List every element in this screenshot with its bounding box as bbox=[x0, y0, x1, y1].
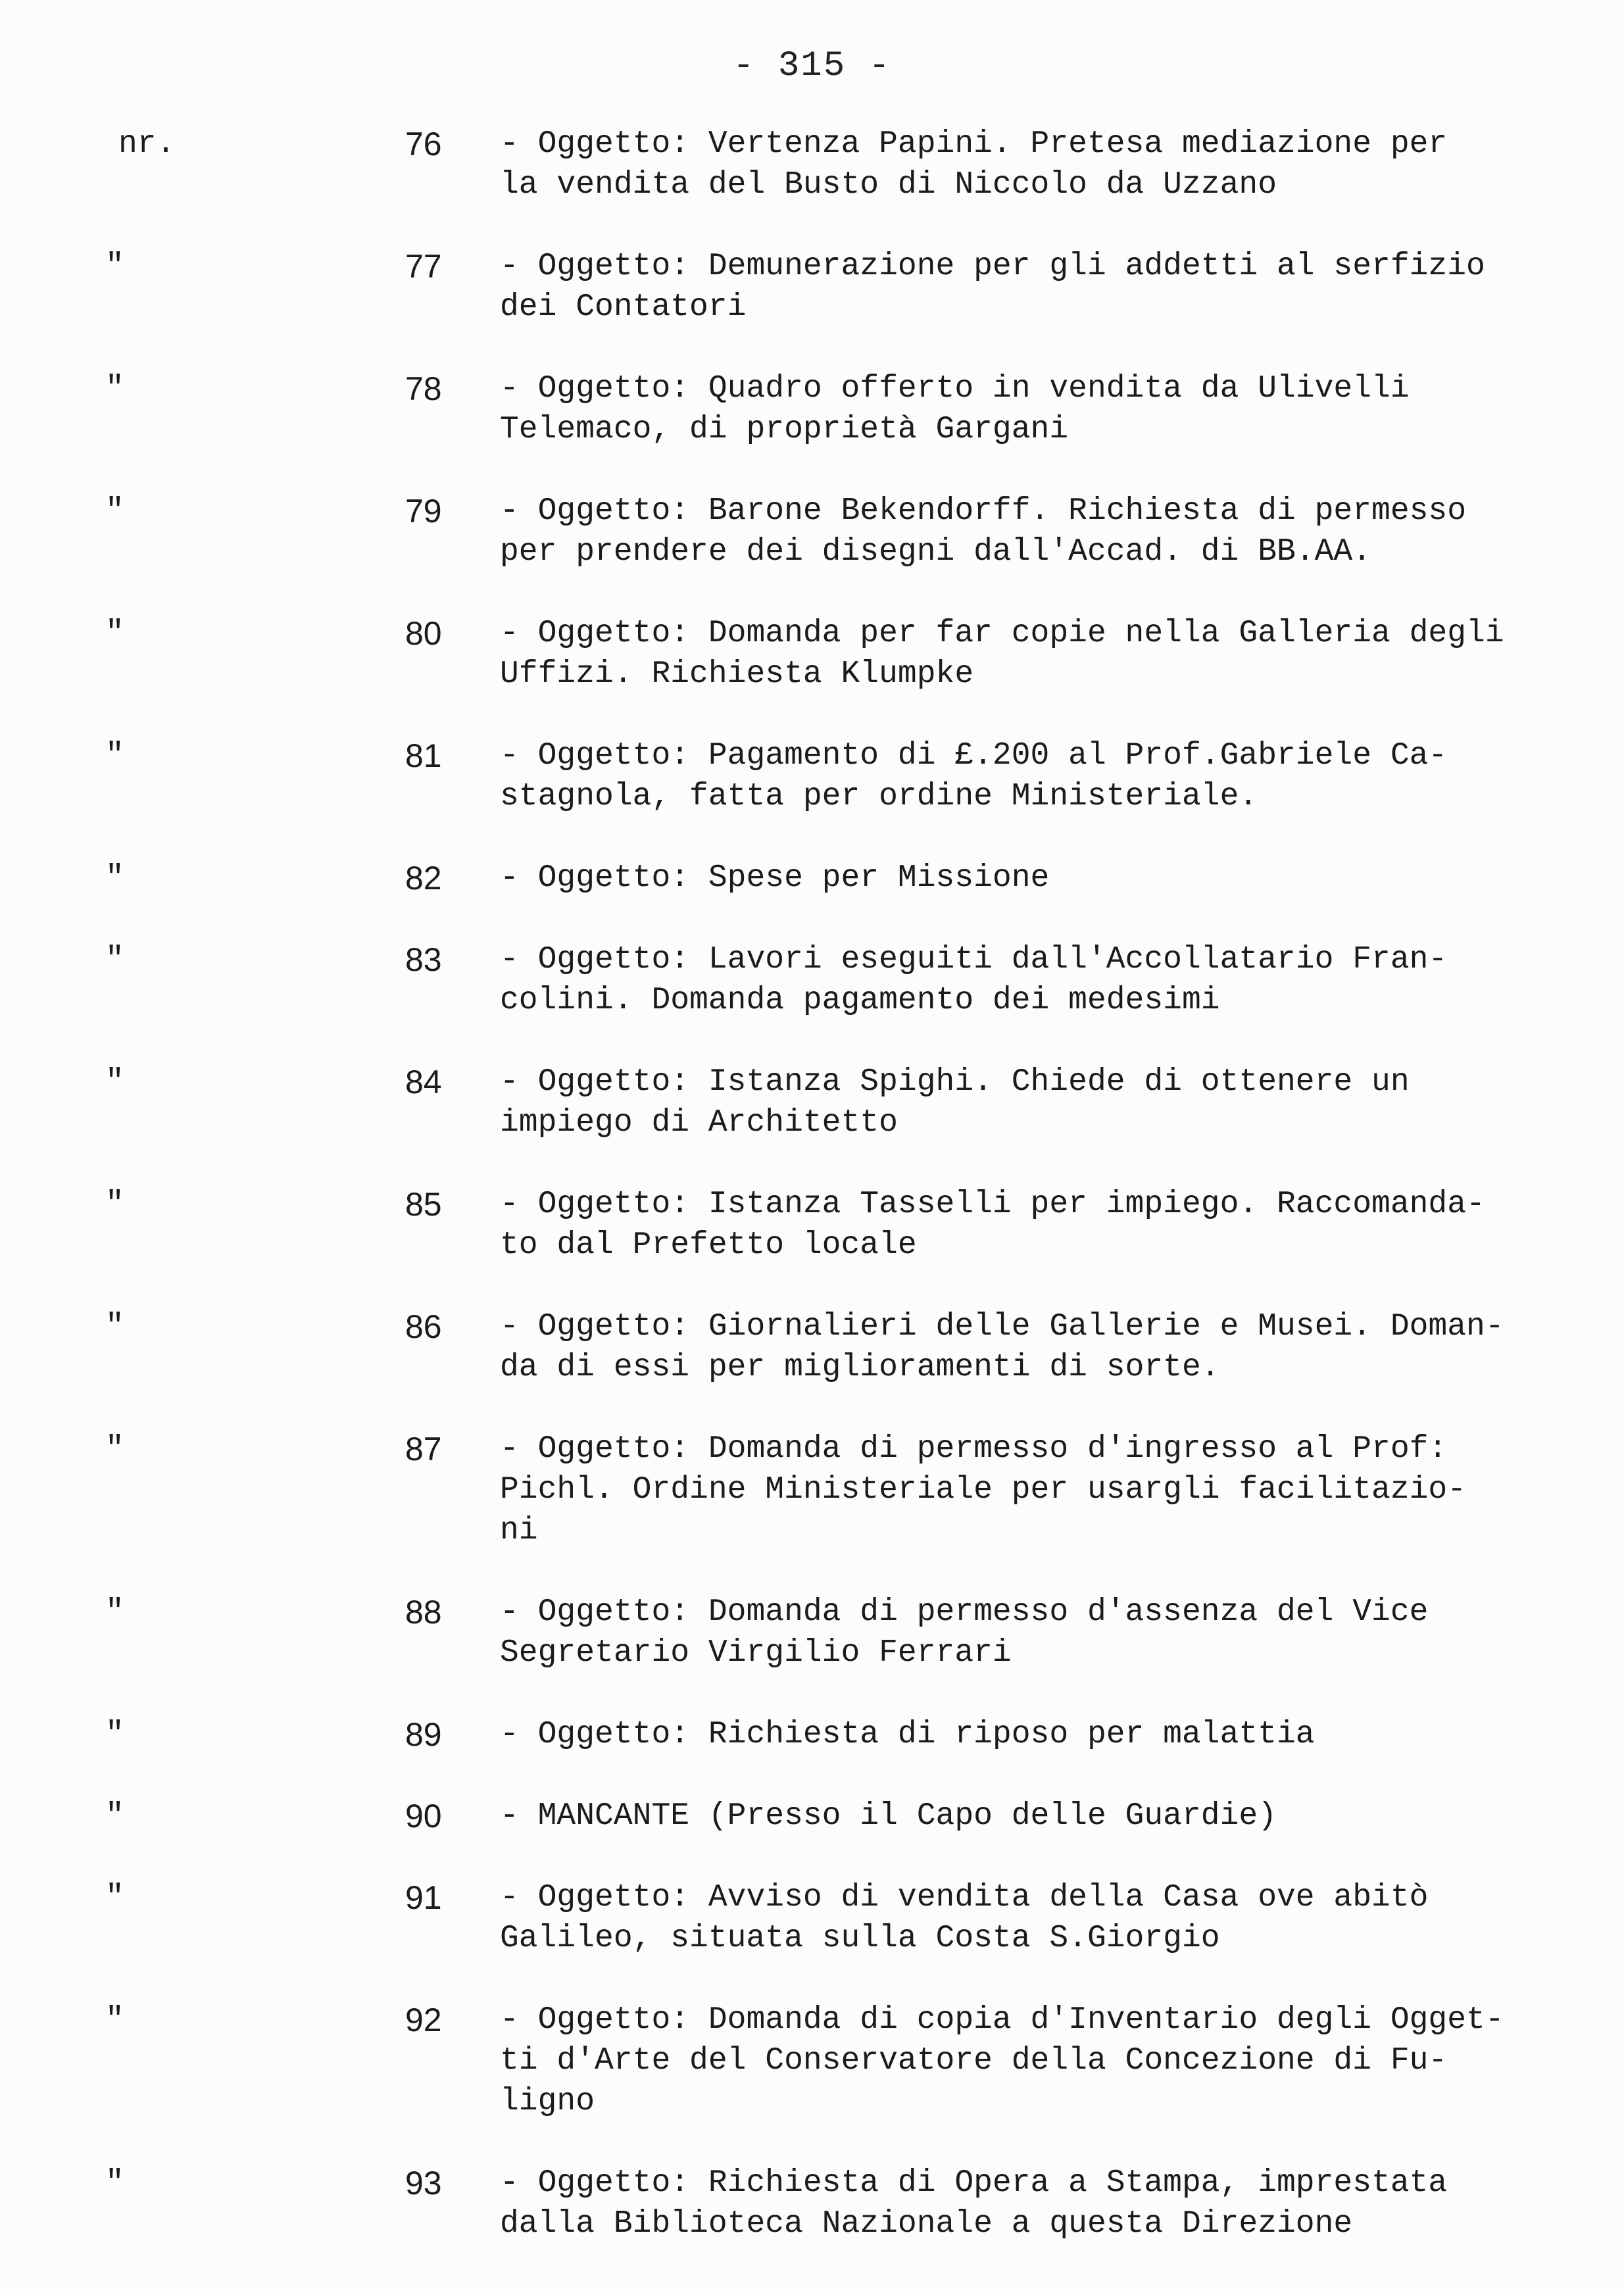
entry-text: - MANCANTE (Presso il Capo delle Guardie) bbox=[500, 1798, 1277, 1834]
entry-prefix bbox=[0, 2163, 197, 2203]
entry-prefix bbox=[0, 491, 197, 531]
entry-prefix-text: " bbox=[105, 1187, 124, 1222]
entry-number: 85 bbox=[405, 1186, 442, 1223]
entry-prefix-text: " bbox=[105, 1798, 124, 1834]
entry-prefix-text: nr. bbox=[118, 126, 176, 162]
entry-prefix bbox=[0, 735, 197, 776]
list-item bbox=[0, 1429, 1624, 1551]
entry-prefix-text: " bbox=[105, 1880, 124, 1915]
entry-prefix bbox=[0, 1184, 197, 1225]
list-item bbox=[0, 858, 1624, 898]
list-item bbox=[0, 1796, 1624, 1836]
list-item bbox=[0, 368, 1624, 450]
entry-prefix bbox=[0, 1306, 197, 1347]
entry-text: - Oggetto: Richiesta di Opera a Stampa, imprestata dalla Biblioteca Nazionale a questa Direzione bbox=[500, 2165, 1448, 2242]
entry-prefix-text: " bbox=[105, 2165, 124, 2201]
entry-text: - Oggetto: Quadro offerto in vendita da Ulivelli Telemaco, di proprietà Gargani bbox=[500, 371, 1410, 447]
entry-number: 86 bbox=[405, 1308, 442, 1345]
entry-prefix-text: " bbox=[105, 1309, 124, 1344]
entry-text: - Oggetto: Pagamento di £.200 al Prof.Gabriele Ca- stagnola, fatta per ordine Ministeriale. bbox=[500, 738, 1448, 814]
entry-prefix-text: " bbox=[105, 1594, 124, 1630]
entry-text: - Oggetto: Spese per Missione bbox=[500, 860, 1050, 896]
entry-prefix bbox=[0, 1714, 197, 1755]
entry-prefix-text: " bbox=[105, 738, 124, 774]
entry-number: 82 bbox=[405, 860, 442, 897]
list-item bbox=[0, 491, 1624, 572]
entry-text: - Oggetto: Istanza Tasselli per impiego. Raccomanda- to dal Prefetto locale bbox=[500, 1187, 1485, 1263]
list-item bbox=[0, 2000, 1624, 2122]
entry-prefix bbox=[0, 1429, 197, 1469]
list-item bbox=[0, 1184, 1624, 1266]
entry-prefix bbox=[0, 246, 197, 287]
entry-prefix-text: " bbox=[105, 249, 124, 284]
list-item bbox=[0, 1062, 1624, 1143]
entry-number: 84 bbox=[405, 1064, 442, 1100]
entry-number: 89 bbox=[405, 1716, 442, 1753]
entry-prefix bbox=[0, 124, 197, 164]
entry-prefix bbox=[0, 1796, 197, 1836]
entry-number: 80 bbox=[405, 615, 442, 652]
entry-text: - Oggetto: Lavori eseguiti dall'Accollatario Fran- colini. Domanda pagamento dei medesimi bbox=[500, 942, 1448, 1018]
entry-text: - Oggetto: Demunerazione per gli addetti al serfizio dei Contatori bbox=[500, 249, 1485, 325]
entry-text: - Oggetto: Istanza Spighi. Chiede di ottenere un impiego di Architetto bbox=[500, 1064, 1410, 1141]
list-item bbox=[0, 939, 1624, 1021]
list-item bbox=[0, 1714, 1624, 1755]
entry-number: 90 bbox=[405, 1798, 442, 1834]
entry-text: - Oggetto: Avviso di vendita della Casa ove abitò Galileo, situata sulla Costa S.Giorgio bbox=[500, 1880, 1429, 1956]
entry-text: - Oggetto: Domanda di permesso d'ingresso al Prof: Pichl. Ordine Ministeriale per usargli facilitazio- ni bbox=[500, 1431, 1467, 1548]
entry-prefix-text: " bbox=[105, 493, 124, 529]
entry-prefix bbox=[0, 858, 197, 898]
entry-prefix-text: " bbox=[105, 1064, 124, 1100]
entry-prefix-text: " bbox=[105, 616, 124, 651]
entry-number: 81 bbox=[405, 737, 442, 774]
entry-prefix bbox=[0, 1877, 197, 1918]
entry-number: 93 bbox=[405, 2165, 442, 2202]
list-item bbox=[0, 1592, 1624, 1673]
list-item bbox=[0, 1877, 1624, 1959]
list-item bbox=[0, 2163, 1624, 2244]
entry-number: 79 bbox=[405, 493, 442, 529]
entry-prefix-text: " bbox=[105, 942, 124, 977]
entry-number: 91 bbox=[405, 1879, 442, 1916]
entry-number: 76 bbox=[405, 126, 442, 162]
entry-prefix-text: " bbox=[105, 2002, 124, 2038]
entry-prefix bbox=[0, 2000, 197, 2040]
entry-text: - Oggetto: Domanda per far copie nella Galleria degli Uffizi. Richiesta Klumpke bbox=[500, 616, 1504, 692]
entry-number: 92 bbox=[405, 2002, 442, 2038]
entry-prefix bbox=[0, 939, 197, 980]
entry-prefix-text: " bbox=[105, 1431, 124, 1467]
entry-number: 88 bbox=[405, 1594, 442, 1631]
page-number: - 315 - bbox=[733, 46, 891, 86]
entry-prefix bbox=[0, 368, 197, 409]
entry-prefix-text: " bbox=[105, 371, 124, 406]
entry-text: - Oggetto: Giornalieri delle Gallerie e Musei. Doman- da di essi per miglioramenti di sorte. bbox=[500, 1309, 1504, 1385]
list-item bbox=[0, 246, 1624, 328]
list-item bbox=[0, 613, 1624, 695]
list-item bbox=[0, 124, 1624, 205]
entry-text: - Oggetto: Domanda di permesso d'assenza del Vice Segretario Virgilio Ferrari bbox=[500, 1594, 1429, 1671]
entry-text: - Oggetto: Richiesta di riposo per malattia bbox=[500, 1717, 1315, 1752]
entry-prefix bbox=[0, 1592, 197, 1633]
entry-prefix bbox=[0, 1062, 197, 1102]
entry-number: 83 bbox=[405, 941, 442, 978]
entry-prefix bbox=[0, 613, 197, 654]
entry-prefix-text: " bbox=[105, 860, 124, 896]
list-item bbox=[0, 1306, 1624, 1388]
entry-text: - Oggetto: Vertenza Papini. Pretesa mediazione per la vendita del Busto di Niccolo da Uzzano bbox=[500, 126, 1448, 203]
entry-text: - Oggetto: Barone Bekendorff. Richiesta di permesso per prendere dei disegni dall'Accad. di BB.AA. bbox=[500, 493, 1467, 570]
list-item bbox=[0, 735, 1624, 817]
entry-number: 77 bbox=[405, 248, 442, 285]
entry-number: 87 bbox=[405, 1431, 442, 1467]
entry-number: 78 bbox=[405, 370, 442, 407]
entry-text: - Oggetto: Domanda di copia d'Inventario degli Ogget- ti d'Arte del Conservatore della Concezione di Fu- ligno bbox=[500, 2002, 1504, 2119]
entry-list bbox=[0, 124, 1624, 2285]
entry-prefix-text: " bbox=[105, 1717, 124, 1752]
